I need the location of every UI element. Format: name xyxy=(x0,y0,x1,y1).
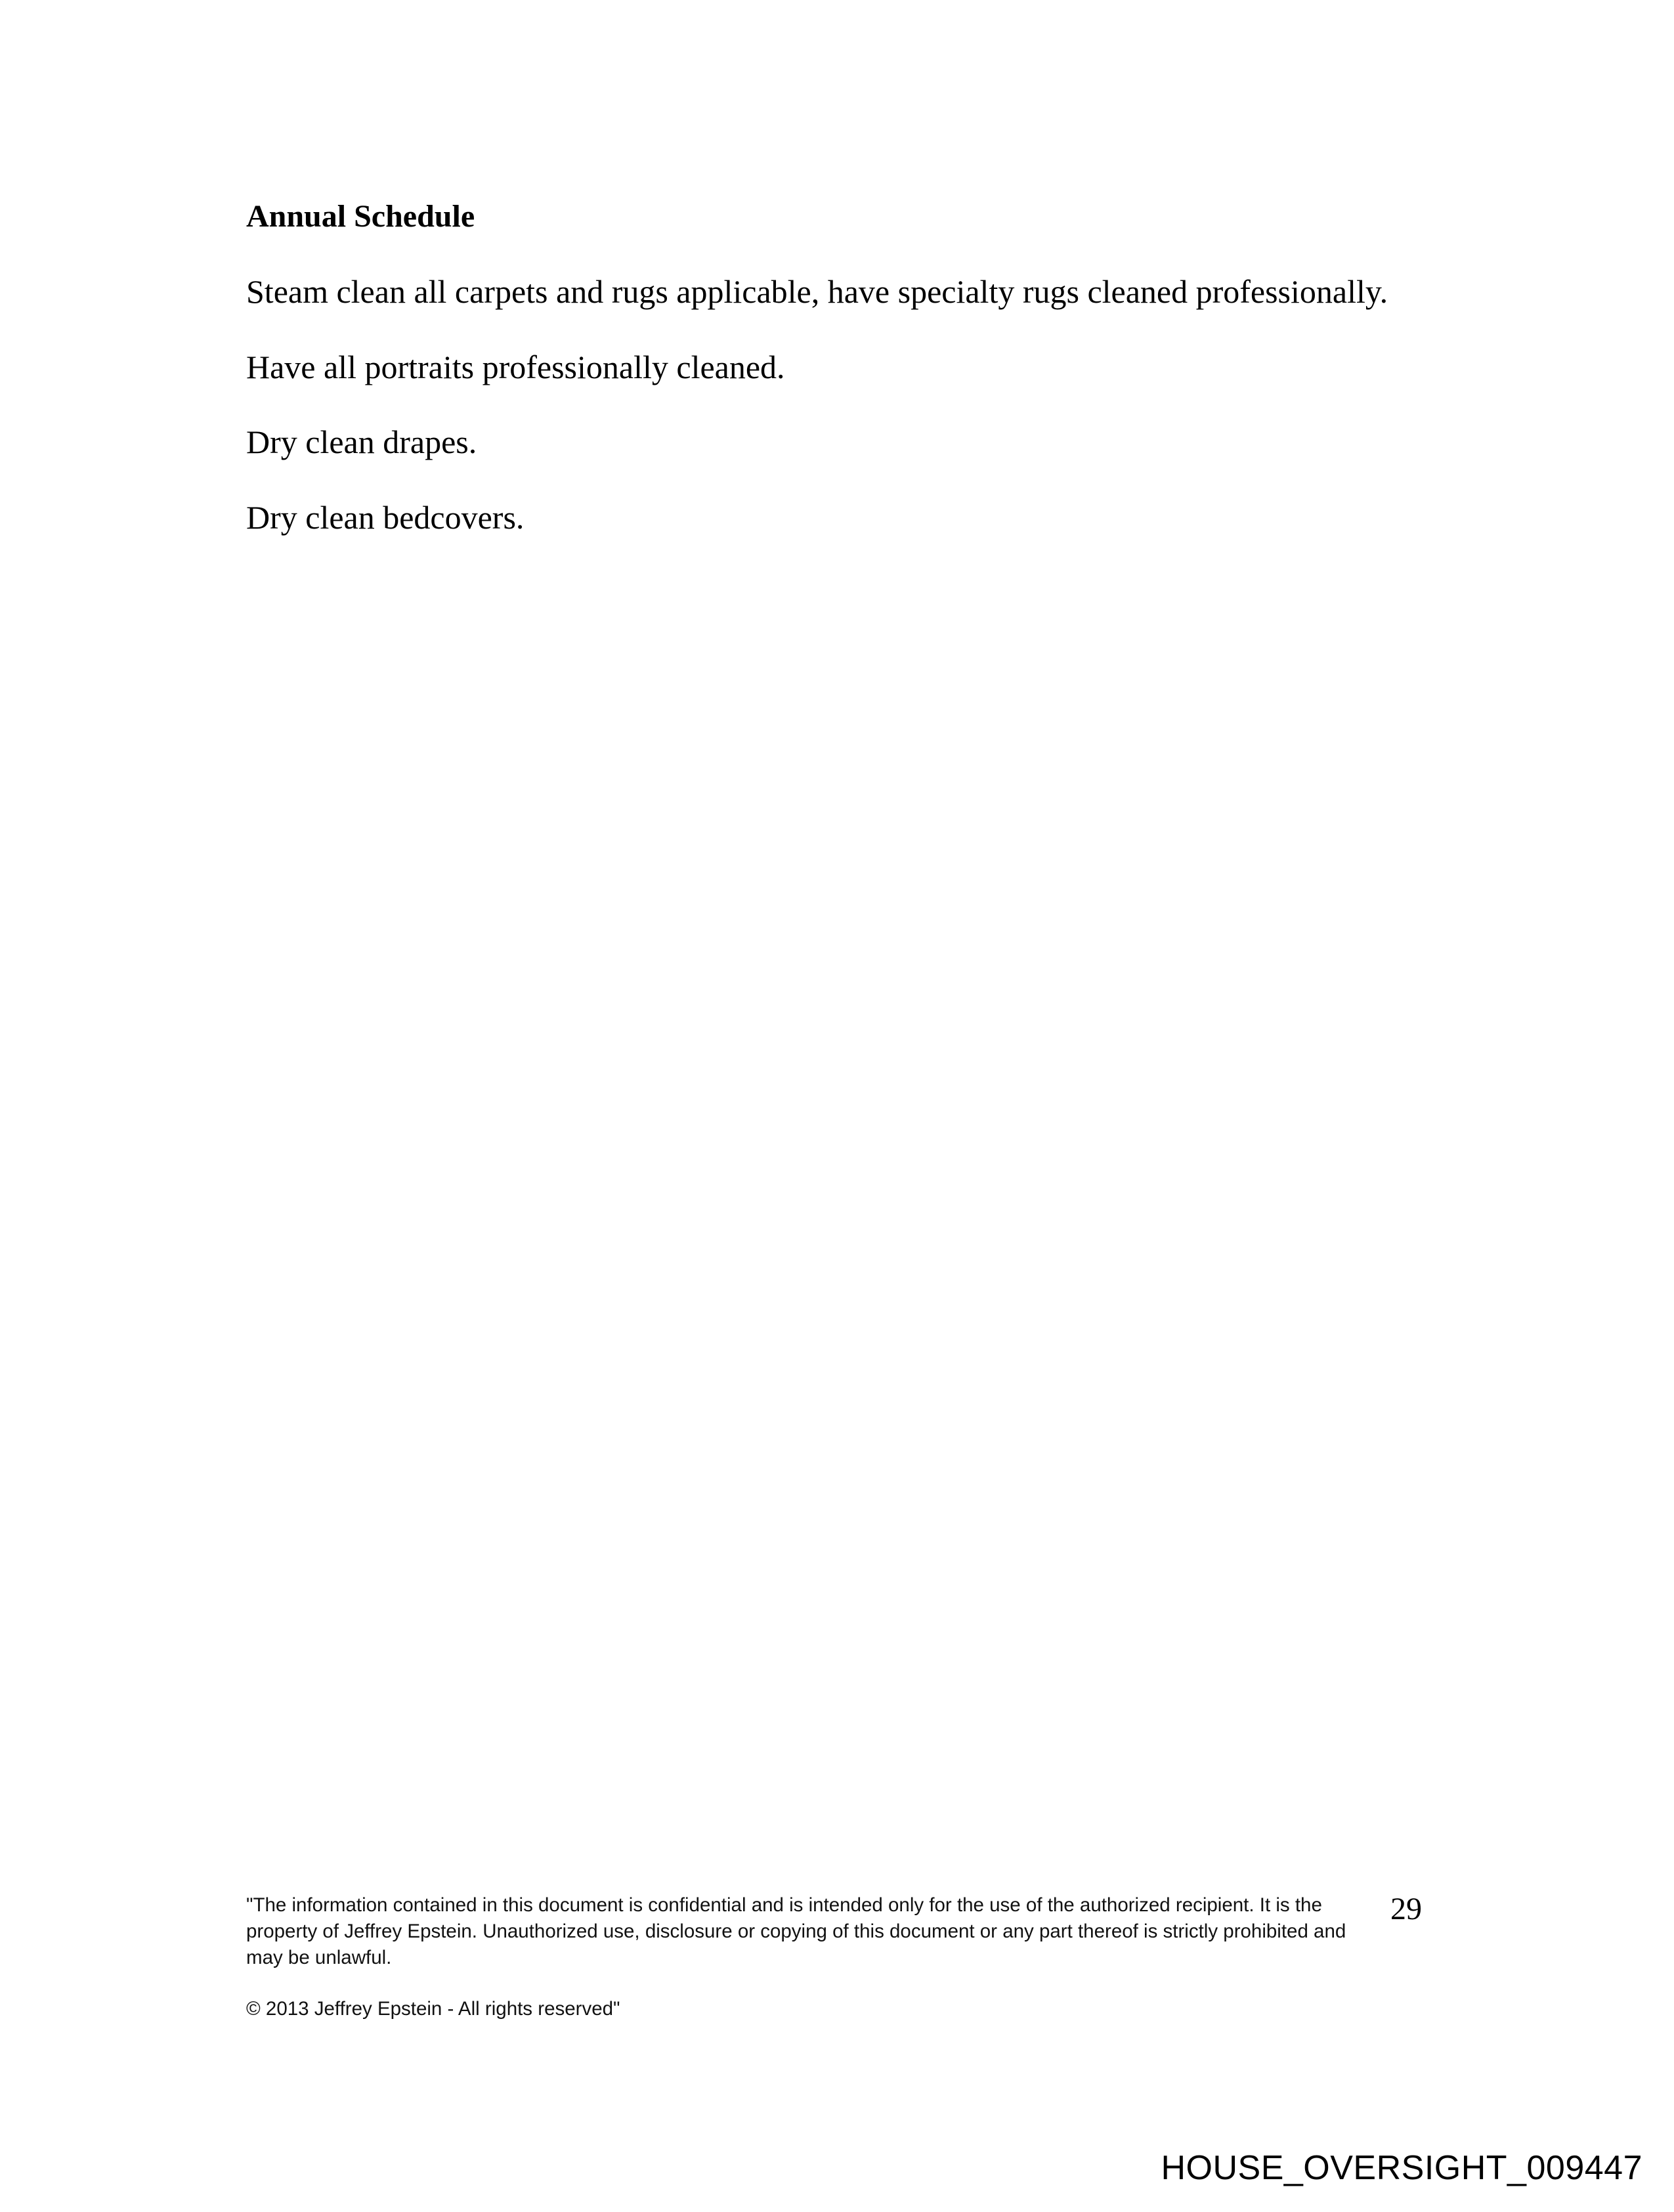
notice-line: property of Jeffrey Epstein. Unauthorized use, disclosure or copying of this document or any part thereof is strictly prohibited and xyxy=(246,1920,1346,1942)
schedule-item-drapes: Dry clean drapes. xyxy=(246,423,477,460)
section-heading: Annual Schedule xyxy=(246,199,475,234)
bates-number: HOUSE_OVERSIGHT_009447 xyxy=(1161,2149,1642,2187)
notice-line: "The information contained in this document is confidential and is intended only for the use of the authorized recipient. It is the xyxy=(246,1894,1322,1916)
schedule-item-portraits: Have all portraits professionally cleaned. xyxy=(246,349,785,385)
schedule-item-carpets: Steam clean all carpets and rugs applicable, have specialty rugs cleaned professionally. xyxy=(246,273,1388,310)
page-number: 29 xyxy=(1390,1892,1422,1926)
notice-line: may be unlawful. xyxy=(246,1947,392,1968)
schedule-item-bedcovers: Dry clean bedcovers. xyxy=(246,499,525,536)
copyright-notice: © 2013 Jeffrey Epstein - All rights reserved" xyxy=(246,1998,620,2020)
confidentiality-notice xyxy=(246,1892,1402,1971)
